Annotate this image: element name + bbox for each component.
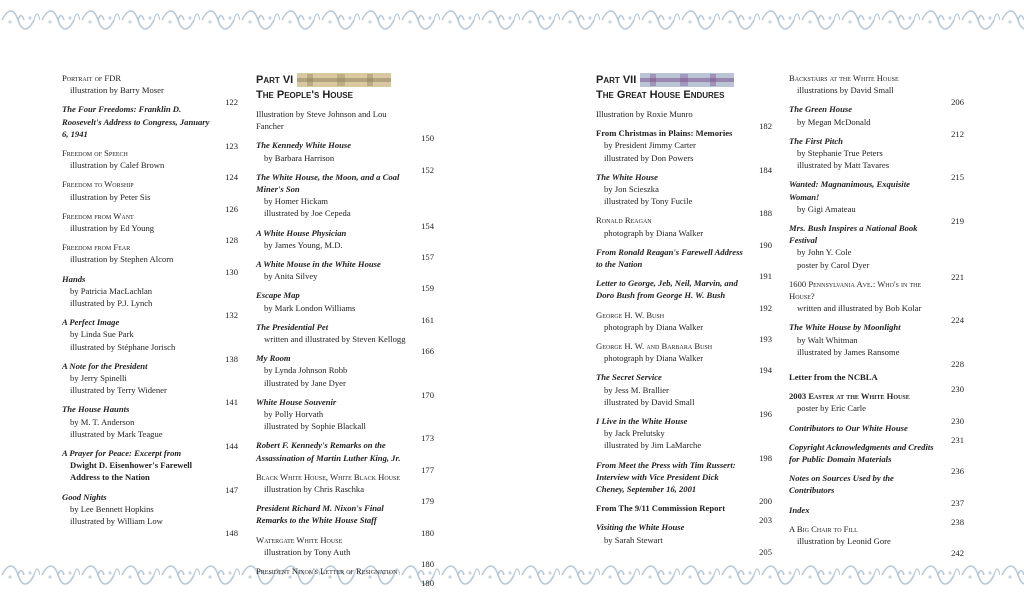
entry-credit: illustration by Ed Young [70,223,155,234]
entry-credit: by Homer Hickam [264,196,328,207]
part-title: The People's House [256,89,353,101]
entry-credit: by M. T. Anderson [70,416,135,427]
entry-title: My Room [256,353,291,364]
entry-page: 231 [951,434,964,445]
entry-credit: illustrated by P.J. Lynch [70,298,153,309]
entry-page: 166 [421,346,434,357]
decorative-top-border [0,0,1024,40]
entry-credit: by Mark London Williams [264,302,356,313]
part-illustration-band [297,73,391,87]
toc-entry [256,352,434,400]
entry-credit: by Lee Bennett Hopkins [70,503,154,514]
toc-entry [62,403,238,452]
entry-title: Freedom of Speech [62,148,128,159]
toc-entry [596,371,772,420]
entry-credit: by Jerry Spinelli [70,373,127,384]
entry-credit: by James Young, M.D. [264,239,343,250]
entry-title: The First Pitch [789,135,843,146]
entry-credit: illustrated by Jim LaMarche [604,440,702,451]
toc-entry [256,227,434,263]
entry-title: A Big Chair to Fill [789,523,858,534]
entry-credit: written and illustrated by Bob Kolar [797,303,922,314]
entry-page: 238 [951,516,964,527]
toc-entry [256,565,434,589]
entry-credit: illustrated by Jane Dyer [264,377,346,388]
entry-title: The House Haunts [62,404,130,415]
entry-title: White House Souvenir [256,396,337,407]
entry-credit: by President Jimmy Carter [604,140,696,151]
entry-title: Wanted: Magnanimous, Exquisite Woman! [789,179,910,202]
entry-title: Notes on Sources Used by the Contributors [789,473,894,496]
entry-title: Contributors to Our White House [789,422,908,433]
entry-page: 205 [759,546,772,557]
entry-page: 177 [421,464,434,475]
entry-title: Escape Map [256,290,300,301]
toc-entry [256,258,434,294]
entry-page: 236 [951,466,964,477]
toc-entry [789,422,964,445]
entry-title: Letter to George, Jeb, Neil, Marvin, and Doro Bush from George H. W. Bush [596,278,738,301]
entry-page: 230 [951,384,964,395]
entry-page: 128 [225,235,238,246]
toc-entry [789,321,964,370]
entry-page: 203 [759,515,772,526]
entry-title: Freedom from Fear [62,242,131,253]
entry-title: The White House by Moonlight [789,322,901,333]
toc-entry [789,135,964,183]
entry-title: A Perfect Image [62,317,120,328]
entry-title: President Nixon's Letter of Resignation [256,566,398,577]
entry-page: 144 [225,441,238,452]
entry-title: The White House [596,171,658,182]
toc-entry [62,241,238,277]
entry-credit: illustrated by Stéphane Jorisch [70,341,176,352]
entry-title: Watergate White House [256,534,343,545]
entry-credit: by John Y. Cole [797,247,852,258]
entry-title: President Richard M. Nixon's Final Remarks to the White House Staff [256,503,384,526]
entry-credit: illustrated by William Low [70,516,163,527]
entry-title: 2003 Easter at the White House [789,391,910,402]
toc-entry [596,277,772,313]
part-illustration-band [640,73,734,87]
entry-page: 193 [759,334,772,345]
toc-entry [62,491,238,539]
entry-credit: poster by Carol Dyer [797,259,870,270]
part-number-row [256,72,434,88]
entry-credit: by Patricia MacLachlan [70,285,153,296]
entry-credit: illustration by Leonid Gore [797,536,891,547]
entry-title: I Live in the White House [596,416,688,427]
entry-page: 132 [225,310,238,321]
part-number-row [596,72,772,88]
toc-entry [62,72,238,108]
toc-entry [62,147,238,183]
part-number: Part VII [596,74,637,86]
toc-column-1 [62,72,238,539]
entry-credit: illustrated by Mark Teague [70,428,163,439]
part-heading [596,72,772,102]
toc-entry [256,471,434,507]
entry-title: From Meet the Press with Tim Russert: Interview with Vice President Dick Cheney, September 16, 2001 [596,459,736,495]
entry-credit: written and illustrated by Steven Kellogg [264,334,406,345]
entry-title: Copyright Acknowledgments and Credits for Public Domain Materials [789,441,934,465]
entry-title: 1600 Pennsylvania Ave.: Who's in the House? [789,278,922,302]
part-number: Part VI [256,74,294,86]
toc-entry [62,273,238,321]
toc-entry [256,502,434,538]
entry-title: From Christmas in Plains: Memories [596,128,733,139]
entry-title: A Note for the President [62,360,148,371]
entry-credit: illustrated by Terry Widener [70,385,167,396]
entry-credit: poster by Eric Carle [797,403,866,414]
toc-entry [789,103,964,139]
entry-page: 180 [421,559,434,570]
entry-page: 194 [759,365,772,376]
entry-credit: illustrated by Don Powers [604,152,694,163]
toc-entry [596,521,772,557]
entry-title: Freedom from Want [62,210,134,221]
entry-page: 206 [951,97,964,108]
entry-credit: illustrations by David Small [797,85,894,96]
entry-credit: by Sarah Stewart [604,534,663,545]
entry-page: 159 [421,283,434,294]
entry-page: 212 [951,128,964,139]
entry-page: 180 [421,527,434,538]
part-heading [256,72,434,102]
entry-credit: photograph by Diana Walker [604,321,704,332]
entry-credit: illustrated by James Ransome [797,346,900,357]
entry-page: 219 [951,216,964,227]
entry-credit: by Polly Horvath [264,409,324,420]
entry-page: 188 [759,208,772,219]
entry-title: Portrait of FDR [62,73,122,83]
entry-page: 242 [951,548,964,559]
entry-page: 196 [759,409,772,420]
entry-page: 224 [951,315,964,326]
toc-entry [596,246,772,282]
entry-credit: by Linda Sue Park [70,329,134,340]
entry-page: 122 [225,97,238,108]
toc-entry [256,439,434,475]
entry-credit: by Barbara Harrison [264,152,335,163]
entry-page: 152 [421,164,434,175]
entry-credit: illustration by Peter Sis [70,191,151,202]
entry-title: From The 9/11 Commission Report [596,503,726,514]
toc-entry [789,390,964,426]
entry-page: 179 [421,496,434,507]
toc-entry [62,103,238,152]
entry-title: A White Mouse in the White House [256,259,381,270]
entry-page: 198 [759,452,772,463]
entry-credit: illustrated by Sophie Blackall [264,421,366,432]
entry-credit: photograph by Diana Walker [604,353,704,364]
entry-credit: illustration by Barry Moser [70,85,164,96]
entry-page: 141 [225,397,238,408]
toc-entry [256,321,434,357]
entry-title: The Kennedy White House [256,140,352,151]
entry-title: Ronald Reagan [596,215,652,226]
entry-title: Robert F. Kennedy's Remarks on the Assassination of Martin Luther King, Jr. [256,440,401,463]
entry-page: 230 [951,415,964,426]
toc-entry [789,371,964,395]
entry-page: 215 [951,172,964,183]
toc-entry [62,360,238,408]
entry-page: 184 [759,164,772,175]
toc-entry [256,171,434,231]
entry-page: 192 [759,302,772,313]
entry-page: 173 [421,433,434,444]
entry-title: Backstairs at the White House [789,73,899,83]
entry-title: A White House Physician [256,227,347,238]
entry-page: 126 [225,203,238,214]
entry-title: The Green House [789,104,853,115]
toc-entry [596,459,772,507]
entry-page: 237 [951,497,964,508]
toc-entry [596,502,772,526]
entry-page: 221 [951,271,964,282]
toc-entry [789,72,964,108]
entry-title: Visiting the White House [596,522,685,533]
entry-credit: illustrated by David Small [604,396,695,407]
toc-entry [789,278,964,326]
entry-page: 200 [759,496,772,507]
entry-credit: illustrated by Joe Cepeda [264,208,351,219]
toc-entry [789,504,964,527]
toc-entry [789,222,964,282]
toc-entry [596,415,772,463]
entry-credit: by Gigi Amateau [797,203,856,214]
toc-entry [596,309,772,345]
toc-column-2 [256,72,434,589]
entry-page: 182 [759,121,772,132]
entry-page: 147 [225,484,238,495]
entry-credit: illustration by Stephen Alcorn [70,254,174,265]
toc-entry [62,447,238,495]
entry-credit: illustrated by Tony Fucile [604,196,693,207]
entry-page: 148 [225,528,238,539]
entry-title: Letter from the NCBLA [789,372,878,383]
entry-title: The Presidential Pet [256,321,329,332]
entry-title: The Four Freedoms: Franklin D. Roosevelt's Address to Congress, January 6, 1941 [62,104,210,139]
entry-page: 123 [225,141,238,152]
entry-page: 150 [421,133,434,144]
toc-entry [789,523,964,559]
entry-title: Illustration by Steve Johnson and Lou Fancher [256,109,387,132]
entry-page: 161 [421,314,434,325]
toc-entry [596,214,772,250]
entry-credit: photograph by Diana Walker [604,227,704,238]
toc-entry [596,127,772,175]
entry-page: 130 [225,266,238,277]
entry-page: 228 [951,359,964,370]
toc-column-4 [789,72,964,559]
entry-title: From Ronald Reagan's Farewell Address to the Nation [596,246,743,270]
entry-credit: by Jon Scieszka [604,184,659,195]
entry-credit: by Stephanie True Peters [797,148,883,159]
toc-entry [789,472,964,508]
entry-credit: illustrated by Matt Tavares [797,160,890,171]
entry-credit: by Lynda Johnson Robb [264,365,348,376]
entry-title: Hands [62,273,86,284]
entry-credit: by Anita Silvey [264,271,318,282]
toc-entry [256,289,434,325]
toc-entry [256,396,434,444]
entry-page: 191 [759,271,772,282]
entry-title: Illustration by Roxie Munro [596,109,693,119]
entry-credit: by Megan McDonald [797,116,871,127]
toc-entry [789,178,964,227]
entry-page: 138 [225,353,238,364]
toc-entry [256,534,434,570]
entry-credit: illustration by Calef Brown [70,160,165,171]
entry-title: Freedom to Worship [62,179,134,190]
entry-credit: illustration by Chris Raschka [264,484,365,495]
toc-entry [596,171,772,219]
entry-title: The Secret Service [596,372,662,383]
entry-page: 157 [421,252,434,263]
entry-page: 180 [421,578,434,589]
entry-credit: by Jess M. Brallier [604,384,669,395]
entry-title: Good Nights [62,491,107,502]
toc-entry [596,340,772,376]
entry-title: Mrs. Bush Inspires a National Book Festival [789,223,918,246]
part-title: The Great House Endures [596,89,725,101]
entry-page: 124 [225,172,238,183]
entry-page: 154 [421,220,434,231]
entry-title: A Prayer for Peace: Excerpt from [62,448,182,459]
entry-credit: by Jack Prelutsky [604,428,665,439]
toc-entry [62,178,238,214]
entry-title: George H. W. and Barbara Bush [596,341,713,352]
entry-credit: Dwight D. Eisenhower's Farewell [70,460,193,471]
entry-title: The White House, the Moon, and a Coal Miner's Son [256,171,400,195]
entry-credit: illustration by Tony Auth [264,546,351,557]
decorative-bottom-border [0,555,1024,595]
entry-page: 170 [421,389,434,400]
entry-title: Index [789,504,810,515]
toc-entry [789,441,964,477]
toc-entry [256,139,434,175]
toc-column-3 [596,72,772,557]
entry-page: 190 [759,239,772,250]
entry-credit: by Walt Whitman [797,334,858,345]
entry-credit: Address to the Nation [70,472,150,483]
part-illustration-entry [596,108,772,132]
part-illustration-entry [256,108,434,144]
entry-title: Black White House, White Black House [256,471,401,482]
toc-entry [62,210,238,246]
toc-entry [62,316,238,364]
entry-title: George H. W. Bush [596,309,665,320]
